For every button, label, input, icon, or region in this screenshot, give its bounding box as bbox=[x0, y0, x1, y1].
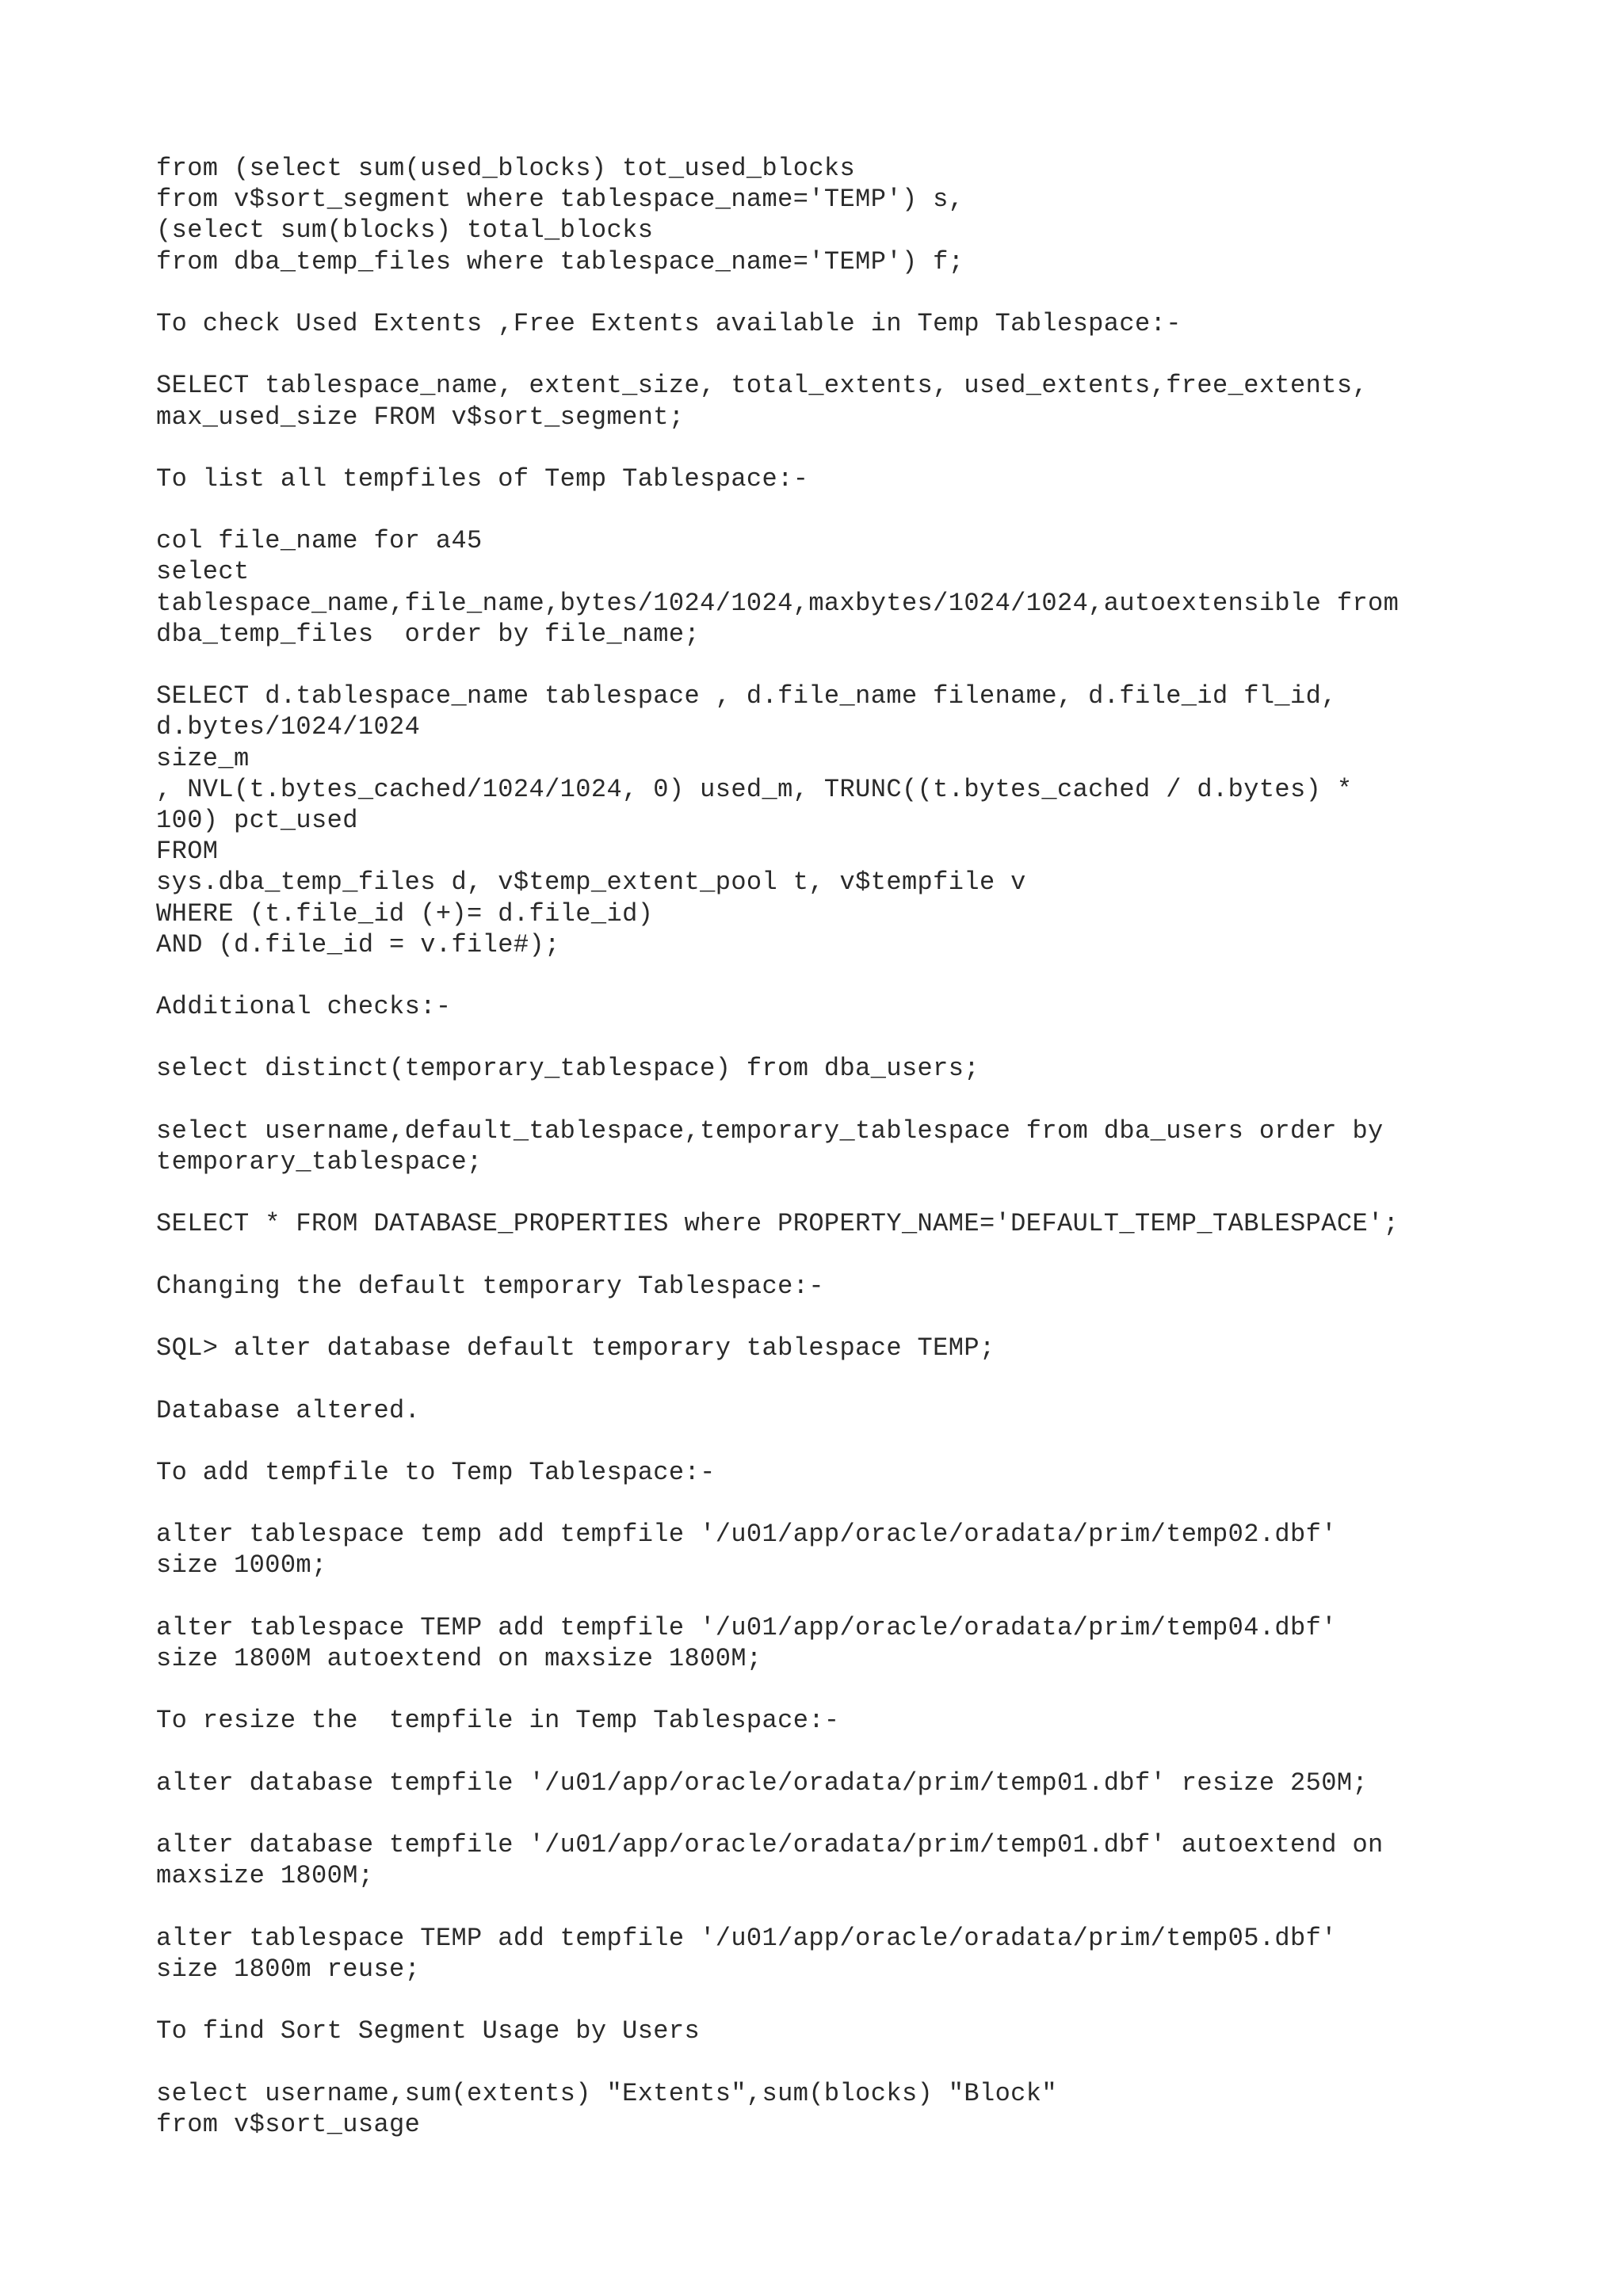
blank-line bbox=[156, 2046, 1551, 2077]
text-line: select bbox=[156, 557, 250, 587]
text-line: To resize the tempfile in Temp Tablespace:- bbox=[156, 1706, 840, 1736]
text-line: To add tempfile to Temp Tablespace:- bbox=[156, 1457, 716, 1487]
text-line: from dba_temp_files where tablespace_name='TEMP') f; bbox=[156, 246, 964, 277]
text-line: To check Used Extents ,Free Extents available in Temp Tablespace:- bbox=[156, 308, 1182, 338]
text-line: alter database tempfile '/u01/app/oracle/oradata/prim/temp01.dbf' autoextend on bbox=[156, 1830, 1384, 1860]
blank-line bbox=[156, 960, 1551, 991]
text-line: SQL> alter database default temporary tablespace TEMP; bbox=[156, 1333, 995, 1363]
text-line: maxsize 1800M; bbox=[156, 1861, 374, 1891]
blank-line bbox=[156, 1085, 1551, 1116]
text-line: size 1800m reuse; bbox=[156, 1954, 421, 1984]
blank-line bbox=[156, 277, 1551, 308]
blank-line bbox=[156, 1302, 1551, 1333]
blank-line bbox=[156, 339, 1551, 370]
text-line: size 1800M autoextend on maxsize 1800M; bbox=[156, 1644, 762, 1673]
blank-line bbox=[156, 650, 1551, 681]
text-line: select username,default_tablespace,temporary_tablespace from dba_users order by bbox=[156, 1116, 1384, 1146]
document-body bbox=[156, 153, 1551, 2140]
text-line: (select sum(blocks) total_blocks bbox=[156, 215, 654, 246]
text-line: 100) pct_used bbox=[156, 805, 358, 835]
blank-line bbox=[156, 1737, 1551, 1768]
text-line: from v$sort_segment where tablespace_name='TEMP') s, bbox=[156, 185, 964, 215]
text-line: SELECT tablespace_name, extent_size, total_extents, used_extents,free_extents, bbox=[156, 371, 1369, 401]
text-line: alter tablespace TEMP add tempfile '/u01/app/oracle/oradata/prim/temp04.dbf' bbox=[156, 1612, 1337, 1642]
blank-line bbox=[156, 433, 1551, 463]
text-line: tablespace_name,file_name,bytes/1024/1024,maxbytes/1024/1024,autoextensible from bbox=[156, 588, 1400, 618]
blank-line bbox=[156, 1426, 1551, 1457]
blank-line bbox=[156, 1488, 1551, 1519]
blank-line bbox=[156, 494, 1551, 525]
text-line: To list all tempfiles of Temp Tablespace:- bbox=[156, 463, 809, 494]
text-line: alter database tempfile '/u01/app/oracle/oradata/prim/temp01.dbf' resize 250M; bbox=[156, 1768, 1369, 1798]
blank-line bbox=[156, 1674, 1551, 1705]
blank-line bbox=[156, 1798, 1551, 1829]
text-line: select distinct(temporary_tablespace) from dba_users; bbox=[156, 1054, 980, 1084]
text-line: alter tablespace TEMP add tempfile '/u01/app/oracle/oradata/prim/temp05.dbf' bbox=[156, 1923, 1337, 1953]
text-line: , NVL(t.bytes_cached/1024/1024, 0) used_m, TRUNC((t.bytes_cached / d.bytes) * bbox=[156, 774, 1353, 804]
blank-line bbox=[156, 1581, 1551, 1612]
blank-line bbox=[156, 1892, 1551, 1923]
text-line: Changing the default temporary Tablespace:- bbox=[156, 1271, 824, 1301]
text-line: alter tablespace temp add tempfile '/u01/app/oracle/oradata/prim/temp02.dbf' bbox=[156, 1520, 1337, 1550]
blank-line bbox=[156, 1363, 1551, 1394]
text-line: To find Sort Segment Usage by Users bbox=[156, 2016, 701, 2046]
text-line: AND (d.file_id = v.file#); bbox=[156, 929, 560, 959]
text-line: size_m bbox=[156, 743, 250, 773]
text-line: size 1000m; bbox=[156, 1550, 327, 1581]
text-line: WHERE (t.file_id (+)= d.file_id) bbox=[156, 898, 654, 929]
text-line: Database altered. bbox=[156, 1395, 421, 1425]
text-line: from (select sum(used_blocks) tot_used_blocks bbox=[156, 154, 856, 183]
text-line: SELECT d.tablespace_name tablespace , d.file_name filename, d.file_id fl_id, bbox=[156, 681, 1337, 711]
text-line: col file_name for a45 bbox=[156, 526, 483, 556]
text-line: sys.dba_temp_files d, v$temp_extent_pool t, v$tempfile v bbox=[156, 868, 1026, 898]
blank-line bbox=[156, 1985, 1551, 2016]
text-line: select username,sum(extents) "Extents",sum(blocks) "Block" bbox=[156, 2078, 1057, 2108]
blank-line bbox=[156, 1240, 1551, 1271]
text-line: Additional checks:- bbox=[156, 992, 452, 1022]
text-line: dba_temp_files order by file_name; bbox=[156, 619, 701, 649]
text-line: d.bytes/1024/1024 bbox=[156, 712, 421, 742]
text-line: temporary_tablespace; bbox=[156, 1147, 483, 1177]
blank-line bbox=[156, 1177, 1551, 1208]
blank-line bbox=[156, 1022, 1551, 1053]
text-line: FROM bbox=[156, 837, 219, 867]
text-line: max_used_size FROM v$sort_segment; bbox=[156, 402, 685, 432]
text-line: from v$sort_usage bbox=[156, 2109, 421, 2139]
text-line: SELECT * FROM DATABASE_PROPERTIES where PROPERTY_NAME='DEFAULT_TEMP_TABLESPACE'; bbox=[156, 1209, 1400, 1239]
